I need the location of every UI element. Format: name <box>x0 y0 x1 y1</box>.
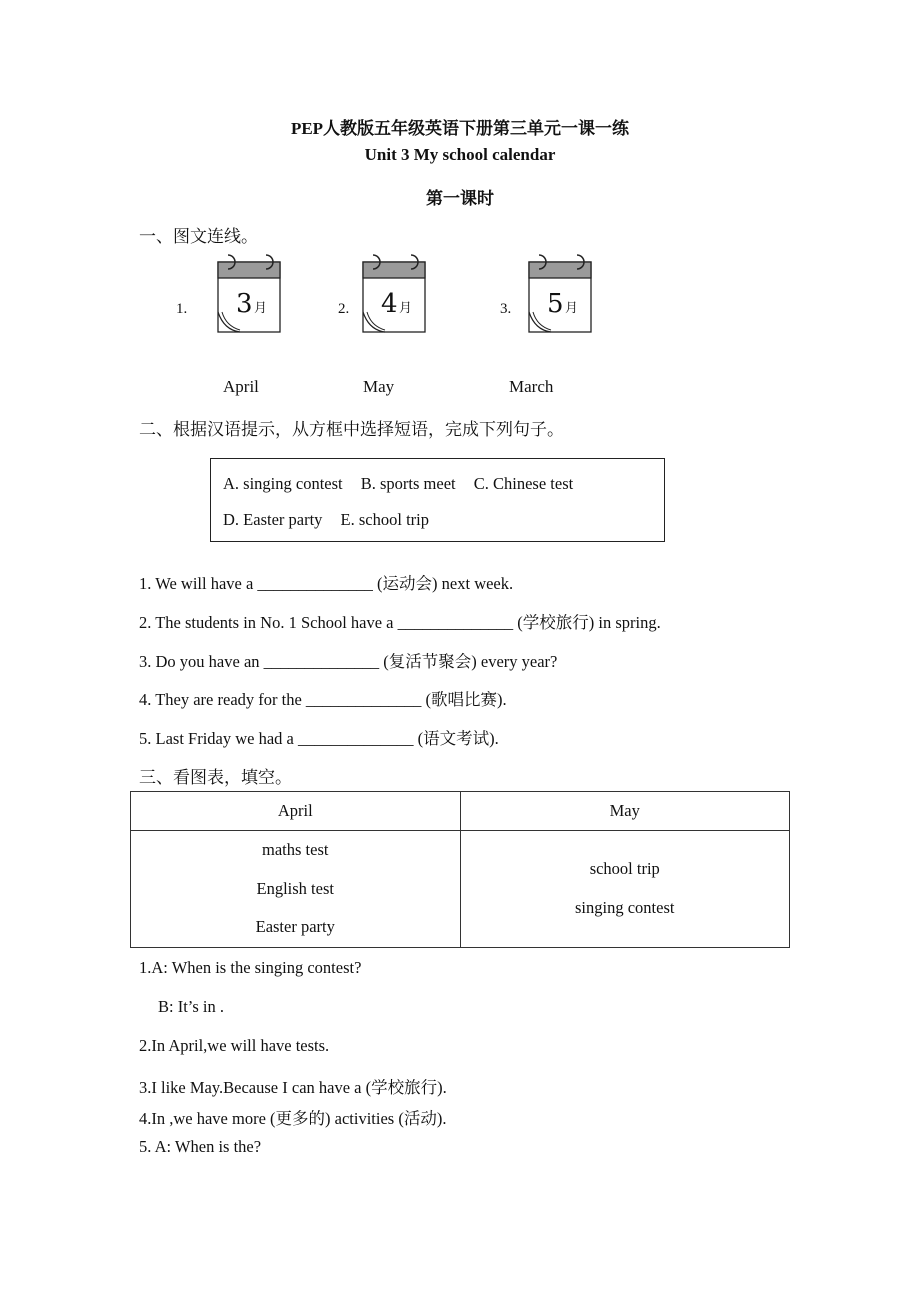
calendar-icon-may <box>525 252 595 334</box>
lesson-title: 第一课时 <box>426 189 494 208</box>
month-label-april: April <box>223 377 259 396</box>
month-label-may: May <box>363 377 395 396</box>
question-5: 5. A: When is the? <box>139 1137 262 1156</box>
calendar-day-2: 4 <box>381 289 398 319</box>
calendar-day-3: 5 <box>547 289 564 319</box>
table-header-may: May <box>460 792 790 831</box>
calendar-month-char-1: 月 <box>254 301 268 316</box>
schedule-table <box>130 791 790 948</box>
question-1b: B: It’s in . <box>158 997 225 1016</box>
may-item-2: singing contest <box>575 897 675 917</box>
table-cell-april <box>131 831 461 948</box>
table-header-april: April <box>131 792 461 831</box>
question-3: 3.I like May.Because I can have a (学校旅行). <box>139 1078 447 1097</box>
sentence-4: 4. They are ready for the ______________ (歌唱比赛). <box>139 690 507 709</box>
calendar-month-char-3: 月 <box>565 301 579 316</box>
table-cell-may <box>460 831 790 948</box>
phrase-box <box>210 458 665 542</box>
month-label-march: March <box>509 377 554 396</box>
item-number-2: 2. <box>338 301 350 317</box>
question-2: 2.In April,we will have tests. <box>139 1036 330 1055</box>
phrase-row-1 <box>223 474 587 494</box>
section1-heading: 一、图文连线。 <box>139 227 258 246</box>
option-d: D. Easter party <box>223 510 323 529</box>
sentence-2: 2. The students in No. 1 School have a ______________ (学校旅行) in spring. <box>139 613 661 632</box>
question-1a: 1.A: When is the singing contest? <box>139 958 362 977</box>
page-title: PEP人教版五年级英语下册第三单元一课一练 <box>290 119 630 138</box>
sentence-1: 1. We will have a ______________ (运动会) next week. <box>139 574 514 593</box>
unit-title: Unit 3 My school calendar <box>364 145 556 164</box>
item-number-1: 1. <box>176 301 188 317</box>
may-item-1: school trip <box>589 859 660 879</box>
section2-heading: 二、根据汉语提示，从方框中选择短语，完成下列句子。 <box>139 420 564 439</box>
april-item-2: English test <box>256 878 334 898</box>
item-number-3: 3. <box>500 301 512 317</box>
section3-heading: 三、看图表，填空。 <box>139 768 292 787</box>
question-4: 4.In ,we have more (更多的) activities (活动). <box>139 1109 447 1128</box>
april-item-1: maths test <box>262 840 329 859</box>
calendar-icon-march <box>214 252 284 334</box>
sentence-3: 3. Do you have an ______________ (复活节聚会) every year? <box>139 652 558 671</box>
april-item-3: Easter party <box>255 917 335 936</box>
sentence-5: 5. Last Friday we had a ______________ (语文考试). <box>139 729 499 748</box>
option-e: E. school trip <box>340 510 429 529</box>
option-a: A. singing contest <box>223 474 343 493</box>
calendar-month-char-2: 月 <box>399 301 413 316</box>
phrase-row-2 <box>223 510 443 530</box>
option-b: B. sports meet <box>360 474 456 493</box>
calendar-day-1: 3 <box>236 289 253 319</box>
calendar-icon-april <box>359 252 429 334</box>
option-c: C. Chinese test <box>473 474 574 493</box>
